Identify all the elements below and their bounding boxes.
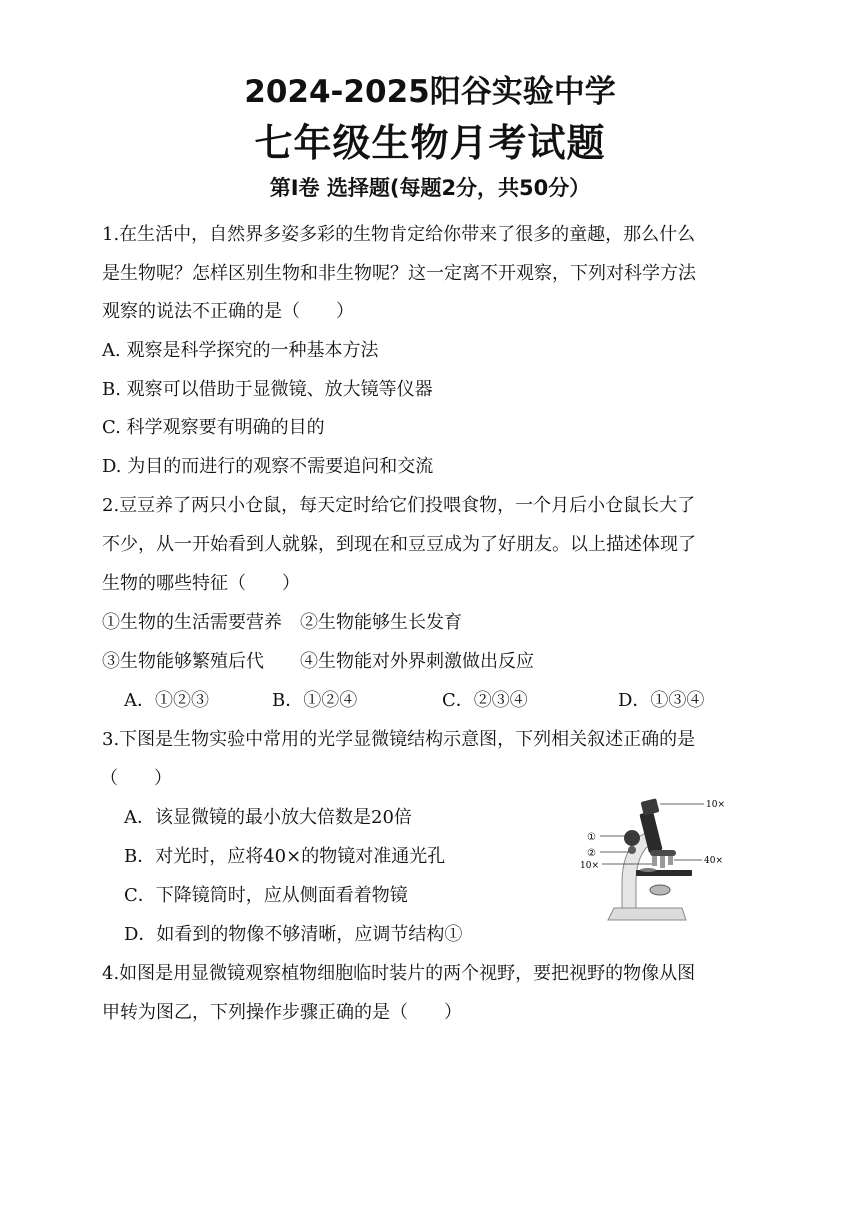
q4-stem-line-2: 甲转为图乙，下列操作步骤正确的是（ ） — [102, 1002, 462, 1023]
exam-title: 七年级生物月考试题 — [254, 121, 606, 165]
q2-stem-line-3: 生物的哪些特征（ ） — [102, 573, 300, 594]
label-eyepiece: 10× — [706, 800, 725, 810]
q2-item-line-1: ①生物的生活需要营养 ②生物能够生长发育 — [102, 612, 462, 633]
q3-option-b: B．对光时，应将40×的物镜对准通光孔 — [124, 846, 446, 867]
q1-option-c: C. 科学观察要有明确的目的 — [102, 417, 325, 438]
section-title: 第Ⅰ卷 选择题(每题2分，共50分） — [269, 176, 591, 200]
microscope-base — [608, 908, 686, 920]
q3-option-d: D．如看到的物像不够清晰，应调节结构① — [124, 924, 463, 945]
microscope-eyepiece — [641, 798, 660, 815]
label-objective-high: 40× — [704, 856, 723, 866]
q3-stem-line-1: 3.下图是生物实验中常用的光学显微镜结构示意图，下列相关叙述正确的是 — [102, 729, 696, 750]
label-objective-low: 10× — [580, 861, 599, 871]
q2-option-b: B．①②④ — [272, 690, 358, 711]
q4-stem-line-1: 4.如图是用显微镜观察植物细胞临时装片的两个视野，要把视野的物像从图 — [102, 963, 696, 984]
objective-lens-3 — [668, 856, 673, 865]
school-title: 2024-2025阳谷实验中学 — [244, 74, 616, 110]
microscope-figure — [578, 790, 758, 930]
q1-stem-line-1: 1.在生活中，自然界多姿多彩的生物肯定给你带来了很多的童趣，那么什么 — [102, 224, 696, 245]
q2-stem-line-2: 不少，从一开始看到人就躲，到现在和豆豆成为了好朋友。以上描述体现了 — [102, 534, 696, 555]
q2-option-a: A．①②③ — [124, 690, 209, 711]
q3-option-a: A．该显微镜的最小放大倍数是20倍 — [124, 807, 412, 828]
label-part2: ② — [587, 848, 596, 859]
coarse-focus-knob — [624, 830, 640, 846]
q1-option-a: A. 观察是科学探究的一种基本方法 — [102, 340, 379, 361]
objective-lens-1 — [652, 856, 657, 866]
q1-option-d: D. 为目的而进行的观察不需要追问和交流 — [102, 456, 434, 477]
q1-stem-line-2: 是生物呢？怎样区别生物和非生物呢？这一定离不开观察，下列对科学方法 — [102, 263, 696, 284]
objective-lens-2 — [660, 856, 665, 868]
q1-stem-line-3: 观察的说法不正确的是（ ） — [102, 301, 354, 322]
q2-option-d: D．①③④ — [618, 690, 705, 711]
q3-stem-line-2: （ ） — [100, 768, 172, 789]
q2-stem-line-1: 2.豆豆养了两只小仓鼠，每天定时给它们投喂食物，一个月后小仓鼠长大了 — [102, 495, 696, 516]
q2-item-line-2: ③生物能够繁殖后代 ④生物能对外界刺激做出反应 — [102, 651, 534, 672]
fine-focus-knob — [628, 846, 636, 854]
q2-option-c: C．②③④ — [442, 690, 528, 711]
stage-clip — [640, 868, 656, 872]
nosepiece — [650, 850, 676, 856]
microscope-mirror — [650, 885, 670, 895]
q3-option-c: C．下降镜筒时，应从侧面看着物镜 — [124, 885, 408, 906]
label-part1: ① — [587, 832, 596, 843]
q1-option-b: B. 观察可以借助于显微镜、放大镜等仪器 — [102, 379, 433, 400]
